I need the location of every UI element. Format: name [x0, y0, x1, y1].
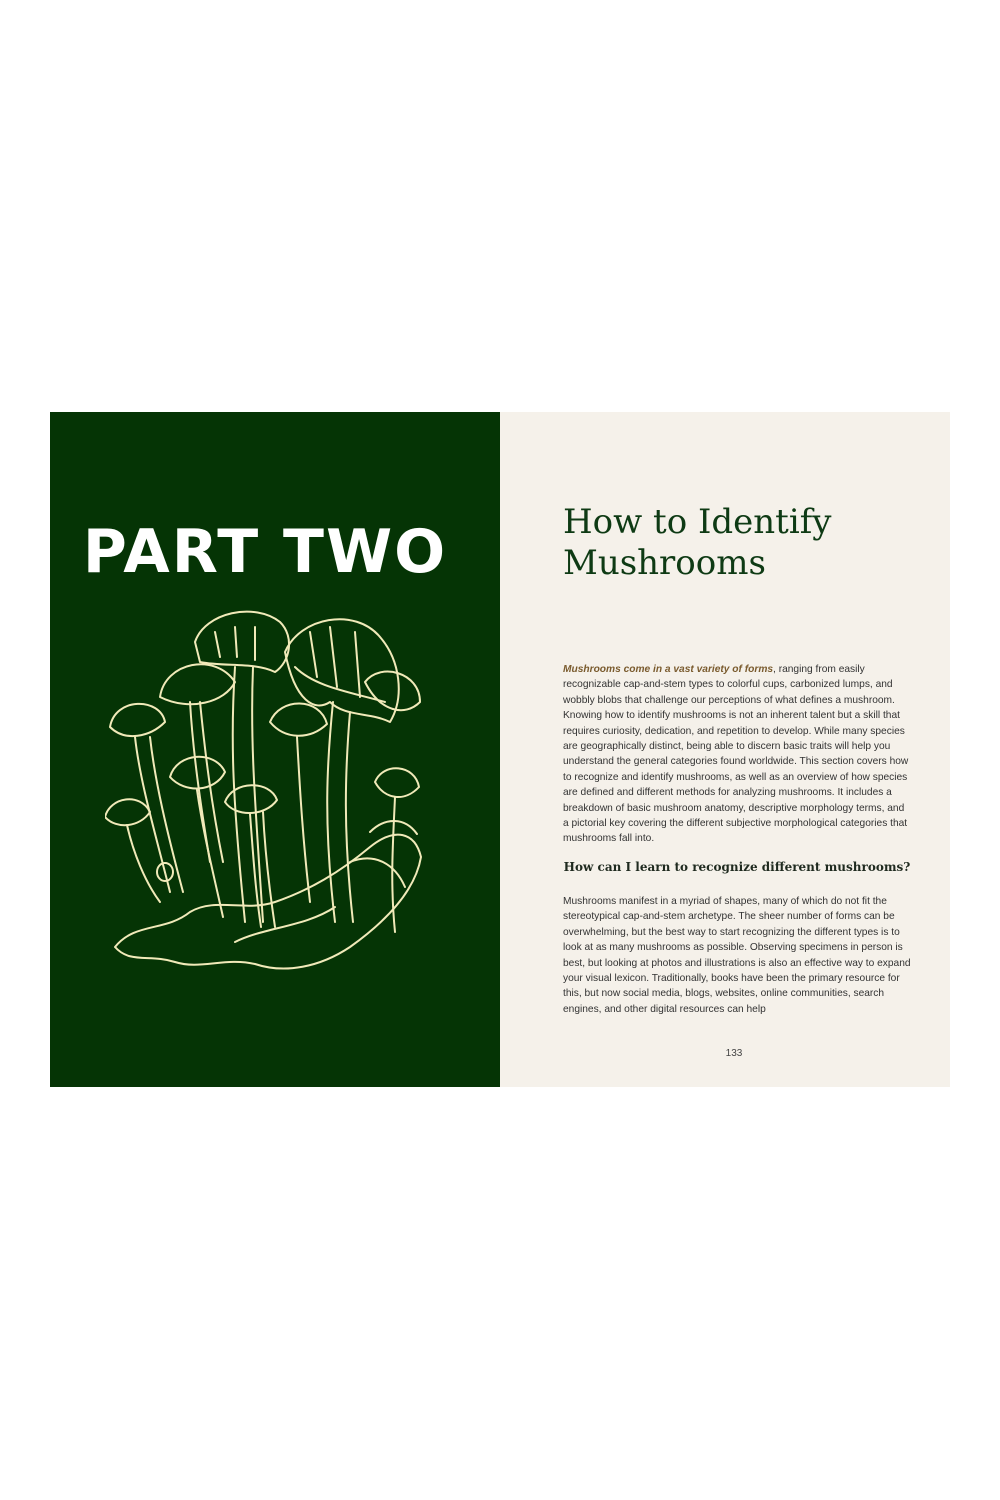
left-page	[50, 412, 500, 1087]
body-paragraph: Mushrooms manifest in a myriad of shapes, many of which do not fit the stereotypical cap-and-stem archetype. The sheer number of forms can be overwhelming, but the best way to start recognizing the different types is to look at as many mushrooms as possible. Observing specimens in person is best, but looking at photos and illustrations is also an effective way to expand your visual lexicon. Traditionally, books have been the primary resource for this, but now social media, blogs, websites, online communities, search engines, and other digital resources can help	[563, 896, 911, 1015]
intro-lead: Mushrooms come in a vast variety of forms	[563, 664, 774, 675]
page-number: 133	[725, 1048, 743, 1059]
section-subhead: How can I learn to recognize different mushrooms?	[563, 860, 911, 874]
part-title: PART TWO	[82, 517, 448, 587]
intro-paragraph	[563, 662, 911, 847]
intro-body: , ranging from easily recognizable cap-and-stem types to colorful cups, carbonized lumps, and wobbly blobs that challenge our perceptions of what defines a mushroom. Knowing how to identify mushrooms is not an inherent talent but a skill that requires curiosity, dedication, and repetition to develop. While many species are geographically distinct, being able to discern basic traits will help you understand the general categories found worldwide. This section covers how to recognize and identify mushrooms, as well as an overview of how species are defined and different methods for analyzing mushrooms. It includes a breakdown of basic mushroom anatomy, descriptive morphology terms, and a pictorial key covering the different subjective morphological categories that mushrooms fall into.	[563, 664, 909, 845]
right-page	[500, 412, 950, 1087]
mushroom-illustration	[105, 602, 425, 982]
chapter-title: How to Identify Mushrooms	[563, 502, 832, 583]
book-spread	[50, 412, 950, 1087]
